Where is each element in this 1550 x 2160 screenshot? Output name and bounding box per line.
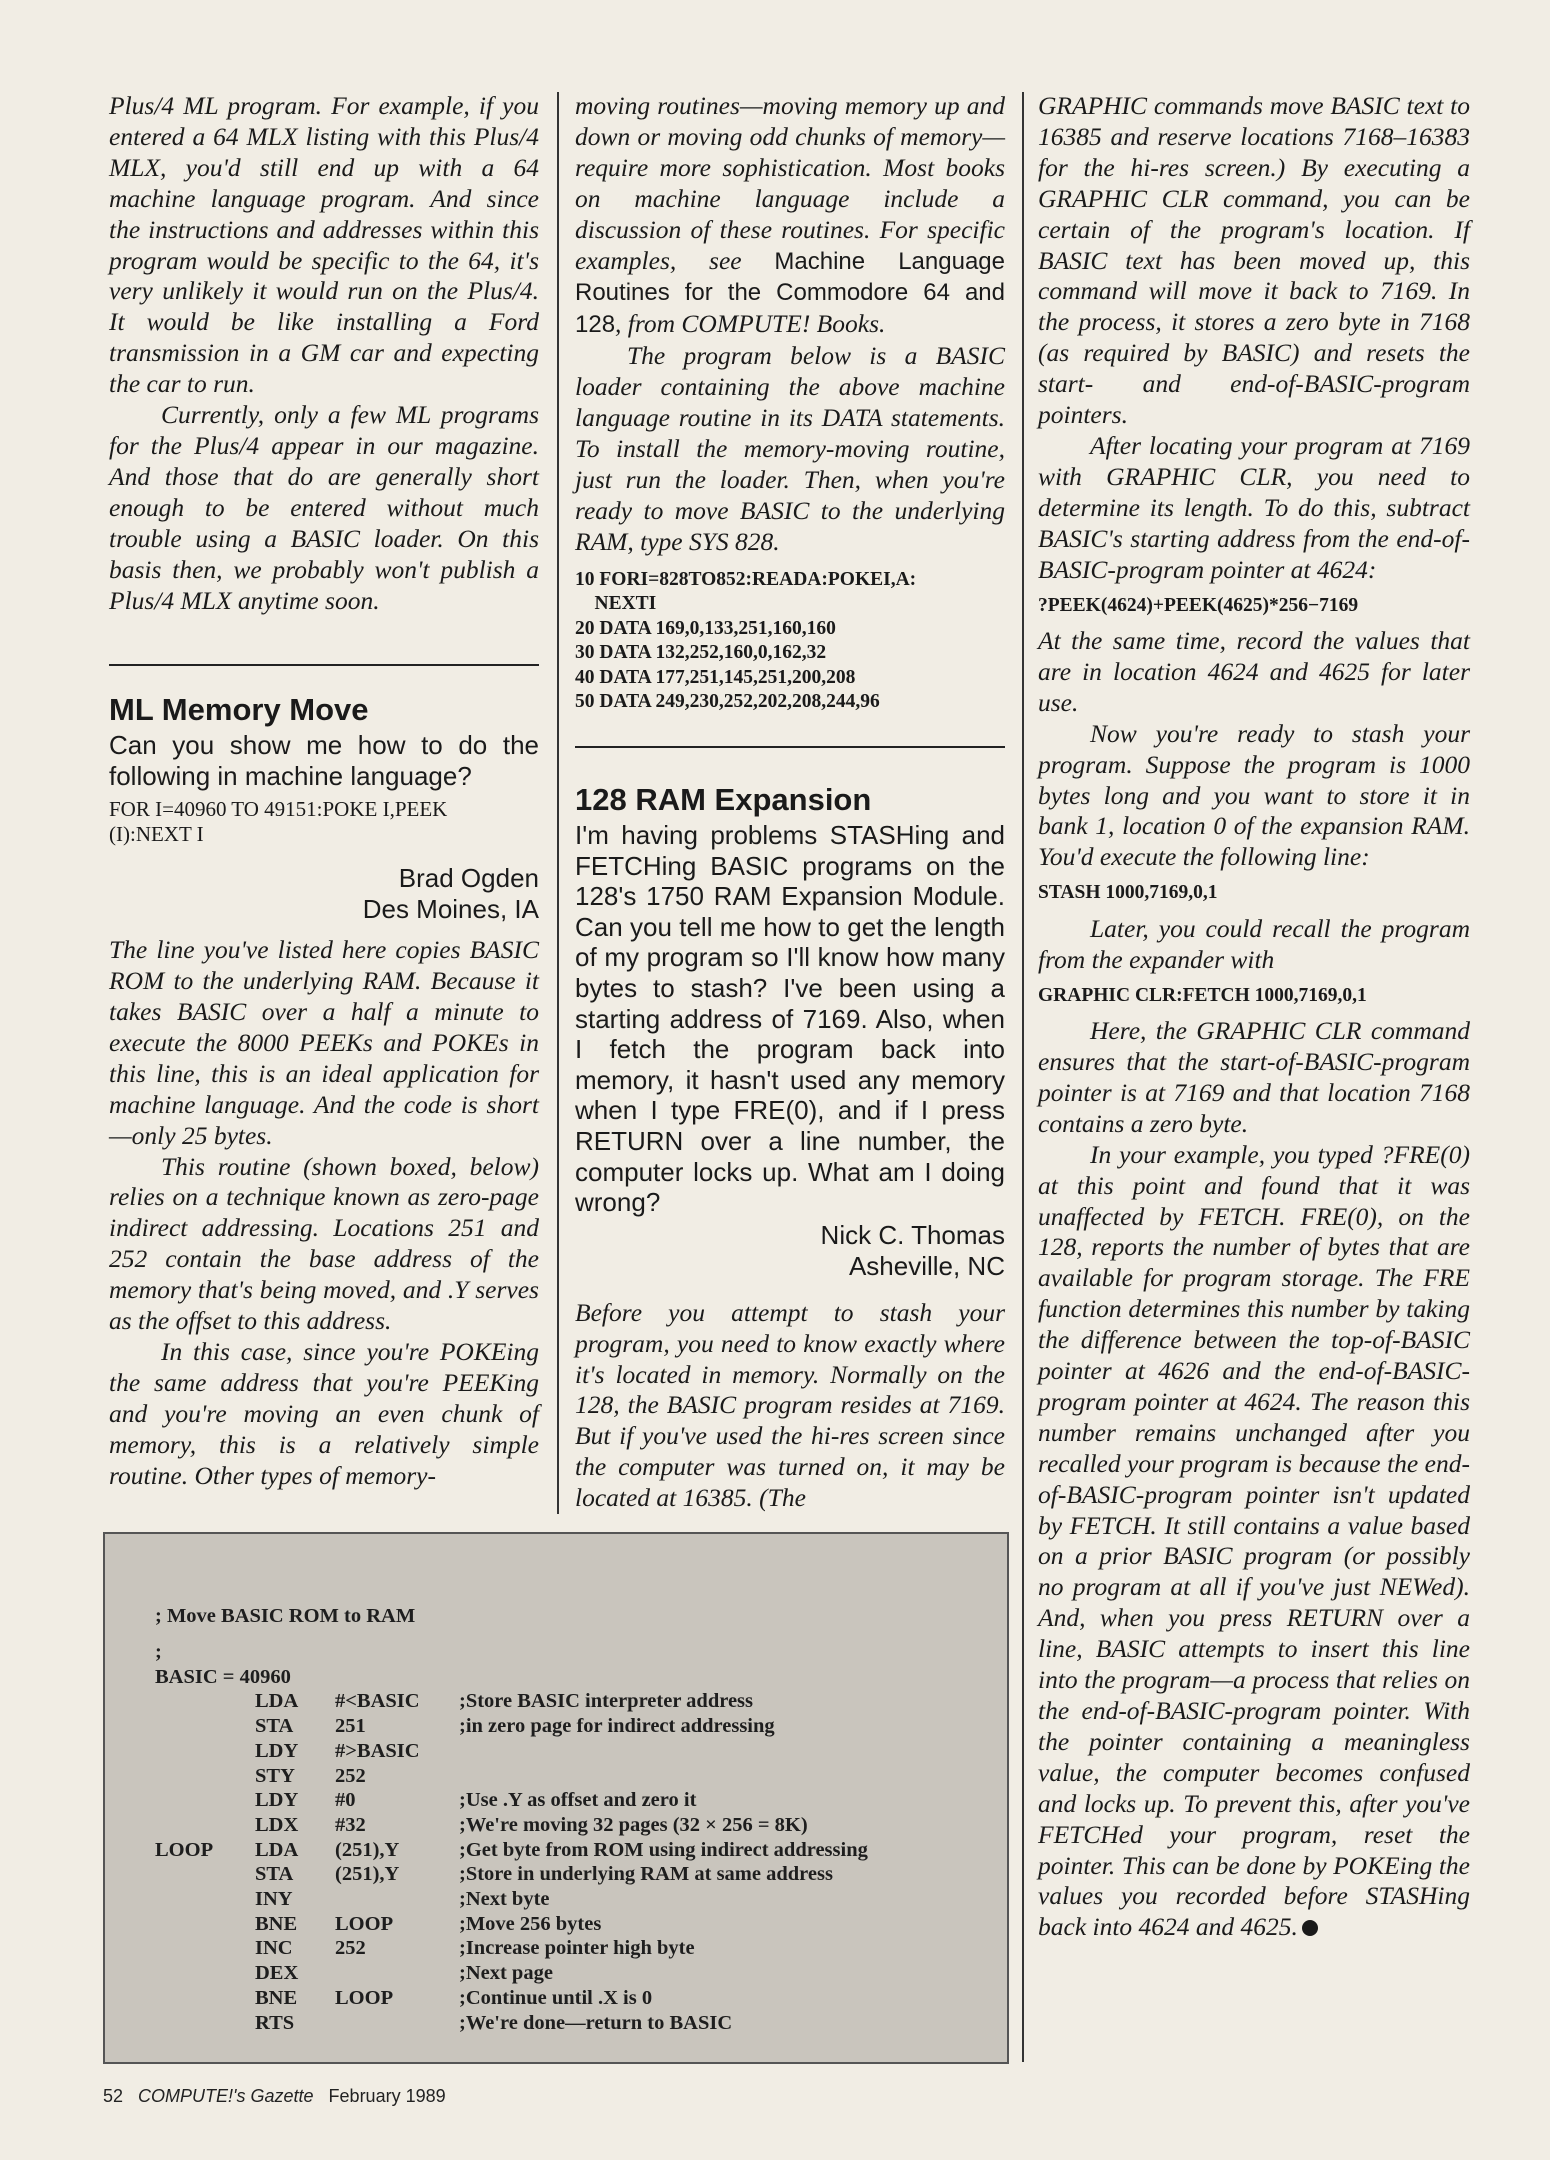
listing-opcode: RTS	[255, 2011, 295, 2034]
listing-opcode: INC	[255, 1937, 293, 1960]
answer-text: moving routines—moving memory up and down or moving odd chunks of memory—require more sophistication. Most books on machine language include a discussion of these routines. For specific examples, see	[575, 91, 1005, 275]
listing-row	[155, 1604, 868, 1640]
listing-operand: 251	[335, 1715, 366, 1738]
answer-paragraph: The program below is a BASIC loader containing the above machine language routine in its DATA statements. To install the memory-moving routine, just run the loader. Then, when you're ready to move BASIC to the underlying RAM, type SYS 828.	[575, 341, 1005, 556]
answer-paragraph: After locating your program at 7169 with GRAPHIC CLR, you need to determine its length. To do this, subtract BASIC's starting address from the end-of-BASIC-program pointer at 4624:	[1038, 430, 1470, 584]
listing-label	[155, 1689, 255, 1714]
answer-paragraph: Currently, only a few ML programs for the Plus/4 appear in our magazine. And those that do are generally short enough to be entered without much trouble using a BASIC loader. On this basis then, we probably won't publish a Plus/4 MLX anytime soon.	[109, 400, 539, 615]
listing-label	[155, 1764, 255, 1789]
listing-label	[155, 1912, 255, 1937]
answer-paragraph: GRAPHIC commands move BASIC text to 16385 and reserve locations 7168–16383 for the hi-res screen.) By executing a GRAPHIC CLR command, you can be certain of the program's location. If BASIC text has been moved up, this command will move it back to 7169. In the process, it stores a zero byte in 7168 (as required by BASIC) and resets the start- and end-of-BASIC-program pointers.	[1038, 91, 1470, 430]
book-title: Machine Language Routines for the Commodore 64 and 128	[575, 247, 1005, 339]
code-line: ?PEEK(4624)+PEEK(4625)*256−7169	[1038, 594, 1359, 616]
listing-operand: #32	[335, 1813, 366, 1836]
code-line: STASH 1000,7169,0,1	[1038, 882, 1218, 904]
listing-row	[155, 1862, 868, 1887]
listing-row	[155, 1887, 868, 1912]
listing-operand	[335, 1961, 459, 1986]
signature-place: Asheville, NC	[848, 1250, 1005, 1281]
listing-opcode: LDX	[255, 1813, 299, 1836]
listing-label	[155, 2011, 255, 2036]
listing-row	[155, 1912, 868, 1937]
listing-opcode: BNE	[255, 1986, 298, 2009]
answer-paragraph: Now you're ready to stash your program. Suppose the program is 1000 bytes long and you want to store it in bank 1, location 0 of the expansion RAM. You'd execute the following line:	[1038, 718, 1470, 872]
answer-paragraph: Here, the GRAPHIC CLR command ensures that the start-of-BASIC-program pointer is at 7169 and that location 7168 contains a zero byte.	[1038, 1016, 1470, 1138]
listing-row	[155, 1813, 868, 1838]
answer-paragraph: Before you attempt to stash your program, you need to know exactly where it's located in memory. Normally on the 128, the BASIC program resides at 7169. But if you've used the hi-res screen since the computer was turned on, it may be located at 16385. (The	[575, 1297, 1005, 1513]
code-line: 30 DATA 132,252,160,0,162,32	[575, 642, 827, 664]
code-line: GRAPHIC CLR:FETCH 1000,7169,0,1	[1038, 984, 1367, 1006]
column-divider	[1022, 92, 1024, 2062]
listing-row	[155, 1764, 868, 1789]
column-2	[575, 91, 1005, 715]
listing-comment: ;Increase pointer high byte	[459, 1937, 695, 1960]
listing-operand: #<BASIC	[335, 1690, 420, 1713]
listing-row	[155, 1936, 868, 1961]
listing-operand	[335, 1887, 459, 1912]
listing-row	[155, 1788, 868, 1813]
listing-operand: (251),Y	[335, 1863, 400, 1886]
code-line: 20 DATA 169,0,133,251,160,160	[575, 617, 836, 639]
reader-question: I'm having problems STASHing and FETCHing BASIC programs on the 128's 1750 RAM Expansion Module. Can you tell me how to get the length of my program so I'll know how many bytes to stash? I've been using a starting address of 7169. Also, when I fetch the program back into memory, it hasn't used any memory when I type FRE(0), and if I press RETURN over a line number, the computer locks up. What am I doing wrong?	[575, 820, 1005, 1218]
listing-label: ;	[155, 1641, 162, 1663]
listing-comment: ;Next byte	[459, 1888, 550, 1911]
listing-row	[155, 1640, 868, 1665]
column-3	[1038, 91, 1470, 1943]
assembly-listing	[155, 1604, 868, 2035]
column-divider	[557, 92, 559, 1514]
listing-comment: ;Move 256 bytes	[459, 1912, 602, 1935]
answer-text: , from COMPUTE! Books.	[615, 309, 886, 339]
page-number: 52	[103, 2086, 124, 2106]
listing-operand: #>BASIC	[335, 1739, 420, 1762]
listing-opcode: LDY	[255, 1789, 299, 1812]
listing-comment: ;Store in underlying RAM at same address	[459, 1863, 833, 1886]
column-1	[109, 91, 539, 616]
answer-paragraph: At the same time, record the values that are in location 4624 and 4625 for later use.	[1038, 626, 1470, 717]
listing-label	[155, 1887, 255, 1912]
listing-label	[155, 1714, 255, 1739]
listing-comment: ;in zero page for indirect addressing	[459, 1715, 775, 1738]
code-line: FOR I=40960 TO 49151:POKE I,PEEK (I):NEXT I	[109, 797, 448, 847]
listing-label	[155, 1788, 255, 1813]
listing-comment: ;Continue until .X is 0	[459, 1986, 653, 2009]
answer-paragraph: Plus/4 ML program. For example, if you entered a 64 MLX listing with this Plus/4 MLX, you'd still end up with a 64 machine language program. And since the instructions and addresses within this program would be specific to the 64, it's very unlikely it would run on the Plus/4. It would be like installing a Ford transmission in a GM car and expecting the car to run.	[109, 91, 539, 399]
listing-row	[155, 1961, 868, 1986]
listing-label	[155, 1862, 255, 1887]
answer-paragraph: This routine (shown boxed, below) relies on a technique known as zero-page indirect addressing. Locations 251 and 252 contain the base address of the memory that's being moved, and .Y serves as the offset to this address.	[109, 1151, 539, 1336]
listing-comment: ;We're moving 32 pages (32 × 256 = 8K)	[459, 1813, 808, 1836]
listing-label	[155, 1739, 255, 1764]
listing-operand: 252	[335, 1937, 366, 1960]
listing-opcode: LDA	[255, 1838, 299, 1861]
section-divider	[575, 746, 1005, 748]
listing-opcode: INY	[255, 1888, 293, 1911]
listing-comment: ;Use .Y as offset and zero it	[459, 1789, 697, 1812]
listing-operand: #0	[335, 1789, 356, 1812]
code-line: 10 FORI=828TO852:READA:POKEI,A:	[575, 568, 917, 590]
answer-paragraph	[1038, 1140, 1470, 1944]
basic-loader-listing	[575, 568, 1005, 715]
listing-operand	[335, 2011, 459, 2036]
listing-label	[155, 1813, 255, 1838]
listing-opcode: STA	[255, 1863, 294, 1886]
listing-row	[155, 2011, 868, 2036]
section-divider	[109, 664, 539, 666]
listing-opcode: LDY	[255, 1739, 299, 1762]
column-1-lower	[109, 690, 539, 1492]
listing-row	[155, 1838, 868, 1863]
page-footer	[103, 2086, 446, 2107]
signature-place: Des Moines, IA	[362, 894, 539, 925]
assembly-listing-box	[103, 1532, 1009, 2064]
listing-comment: ;Get byte from ROM using indirect addressing	[459, 1838, 868, 1861]
listing-label	[155, 1986, 255, 2011]
column-2-lower	[575, 780, 1005, 1514]
listing-opcode: DEX	[255, 1962, 299, 1985]
answer-paragraph: Later, you could recall the program from the expander with	[1038, 913, 1470, 974]
listing-row	[155, 1739, 868, 1764]
magazine-name: COMPUTE!'s Gazette	[138, 2086, 314, 2106]
answer-paragraph	[575, 91, 1005, 341]
code-line: NEXTI	[575, 593, 657, 615]
listing-row	[155, 1665, 868, 1690]
section-heading: 128 RAM Expansion	[575, 782, 872, 817]
listing-comment	[459, 1764, 868, 1789]
listing-comment: ;Next page	[459, 1962, 553, 1985]
listing-opcode: STA	[255, 1715, 294, 1738]
signature-name: Brad Ogden	[398, 863, 539, 894]
listing-row	[155, 1714, 868, 1739]
reader-question: Can you show me how to do the following in machine language?	[109, 730, 539, 791]
listing-row	[155, 1986, 868, 2011]
listing-label: BASIC = 40960	[155, 1665, 291, 1688]
answer-paragraph: In this case, since you're POKEing the same address that you're PEEKing and you're moving an even chunk of memory, this is a relatively simple routine. Other types of memory-	[109, 1336, 539, 1490]
listing-comment: ;Store BASIC interpreter address	[459, 1690, 754, 1713]
listing-comment	[459, 1739, 868, 1764]
listing-label	[155, 1961, 255, 1986]
signature-name: Nick C. Thomas	[820, 1219, 1005, 1250]
answer-paragraph: The line you've listed here copies BASIC ROM to the underlying RAM. Because it takes BASIC over a half a minute to execute the 8000 PEEKs and POKEs in this line, this is an ideal application for machine language. And the code is short—only 25 bytes.	[109, 935, 539, 1150]
answer-text: In your example, you typed ?FRE(0) at this point and found that it was unaffected by FETCH. FRE(0), on the 128, reports the number of bytes that are available for program storage. The FRE function determines this number by taking the difference between the top-of-BASIC pointer at 4626 and the end-of-BASIC-program pointer at 4624. The reason this number remains unchanged after you recalled your program is because the end-of-BASIC-program pointer isn't updated by FETCH. It still contains a value based on a prior BASIC program (or possibly no program at all if you've just NEWed). And, when you press RETURN over a line, BASIC attempts to insert this line into the program—a process that relies on the end-of-BASIC-program pointer. With the pointer containing a meaningless value, the computer becomes confused and locks up. To prevent this, after you've FETCHed your program, reset the pointer. This can be done by POKEing the values you recorded before STASHing back into 4624 and 4625.	[1038, 1139, 1470, 1942]
end-of-article-icon	[1302, 1920, 1318, 1936]
listing-operand: LOOP	[335, 1912, 394, 1935]
listing-operand: 252	[335, 1764, 366, 1787]
issue-date: February 1989	[328, 2086, 446, 2106]
listing-label: LOOP	[155, 1838, 214, 1861]
code-line: 40 DATA 177,251,145,251,200,208	[575, 666, 856, 688]
code-line: 50 DATA 249,230,252,202,208,244,96	[575, 691, 880, 713]
listing-row	[155, 1689, 868, 1714]
listing-opcode: BNE	[255, 1912, 298, 1935]
listing-comment: ;We're done—return to BASIC	[459, 2011, 733, 2034]
listing-opcode: STY	[255, 1764, 295, 1787]
listing-label: ; Move BASIC ROM to RAM	[155, 1605, 416, 1627]
listing-operand: LOOP	[335, 1986, 394, 2009]
listing-opcode: LDA	[255, 1690, 299, 1713]
section-heading: ML Memory Move	[109, 692, 369, 727]
listing-label	[155, 1936, 255, 1961]
listing-operand: (251),Y	[335, 1838, 400, 1861]
